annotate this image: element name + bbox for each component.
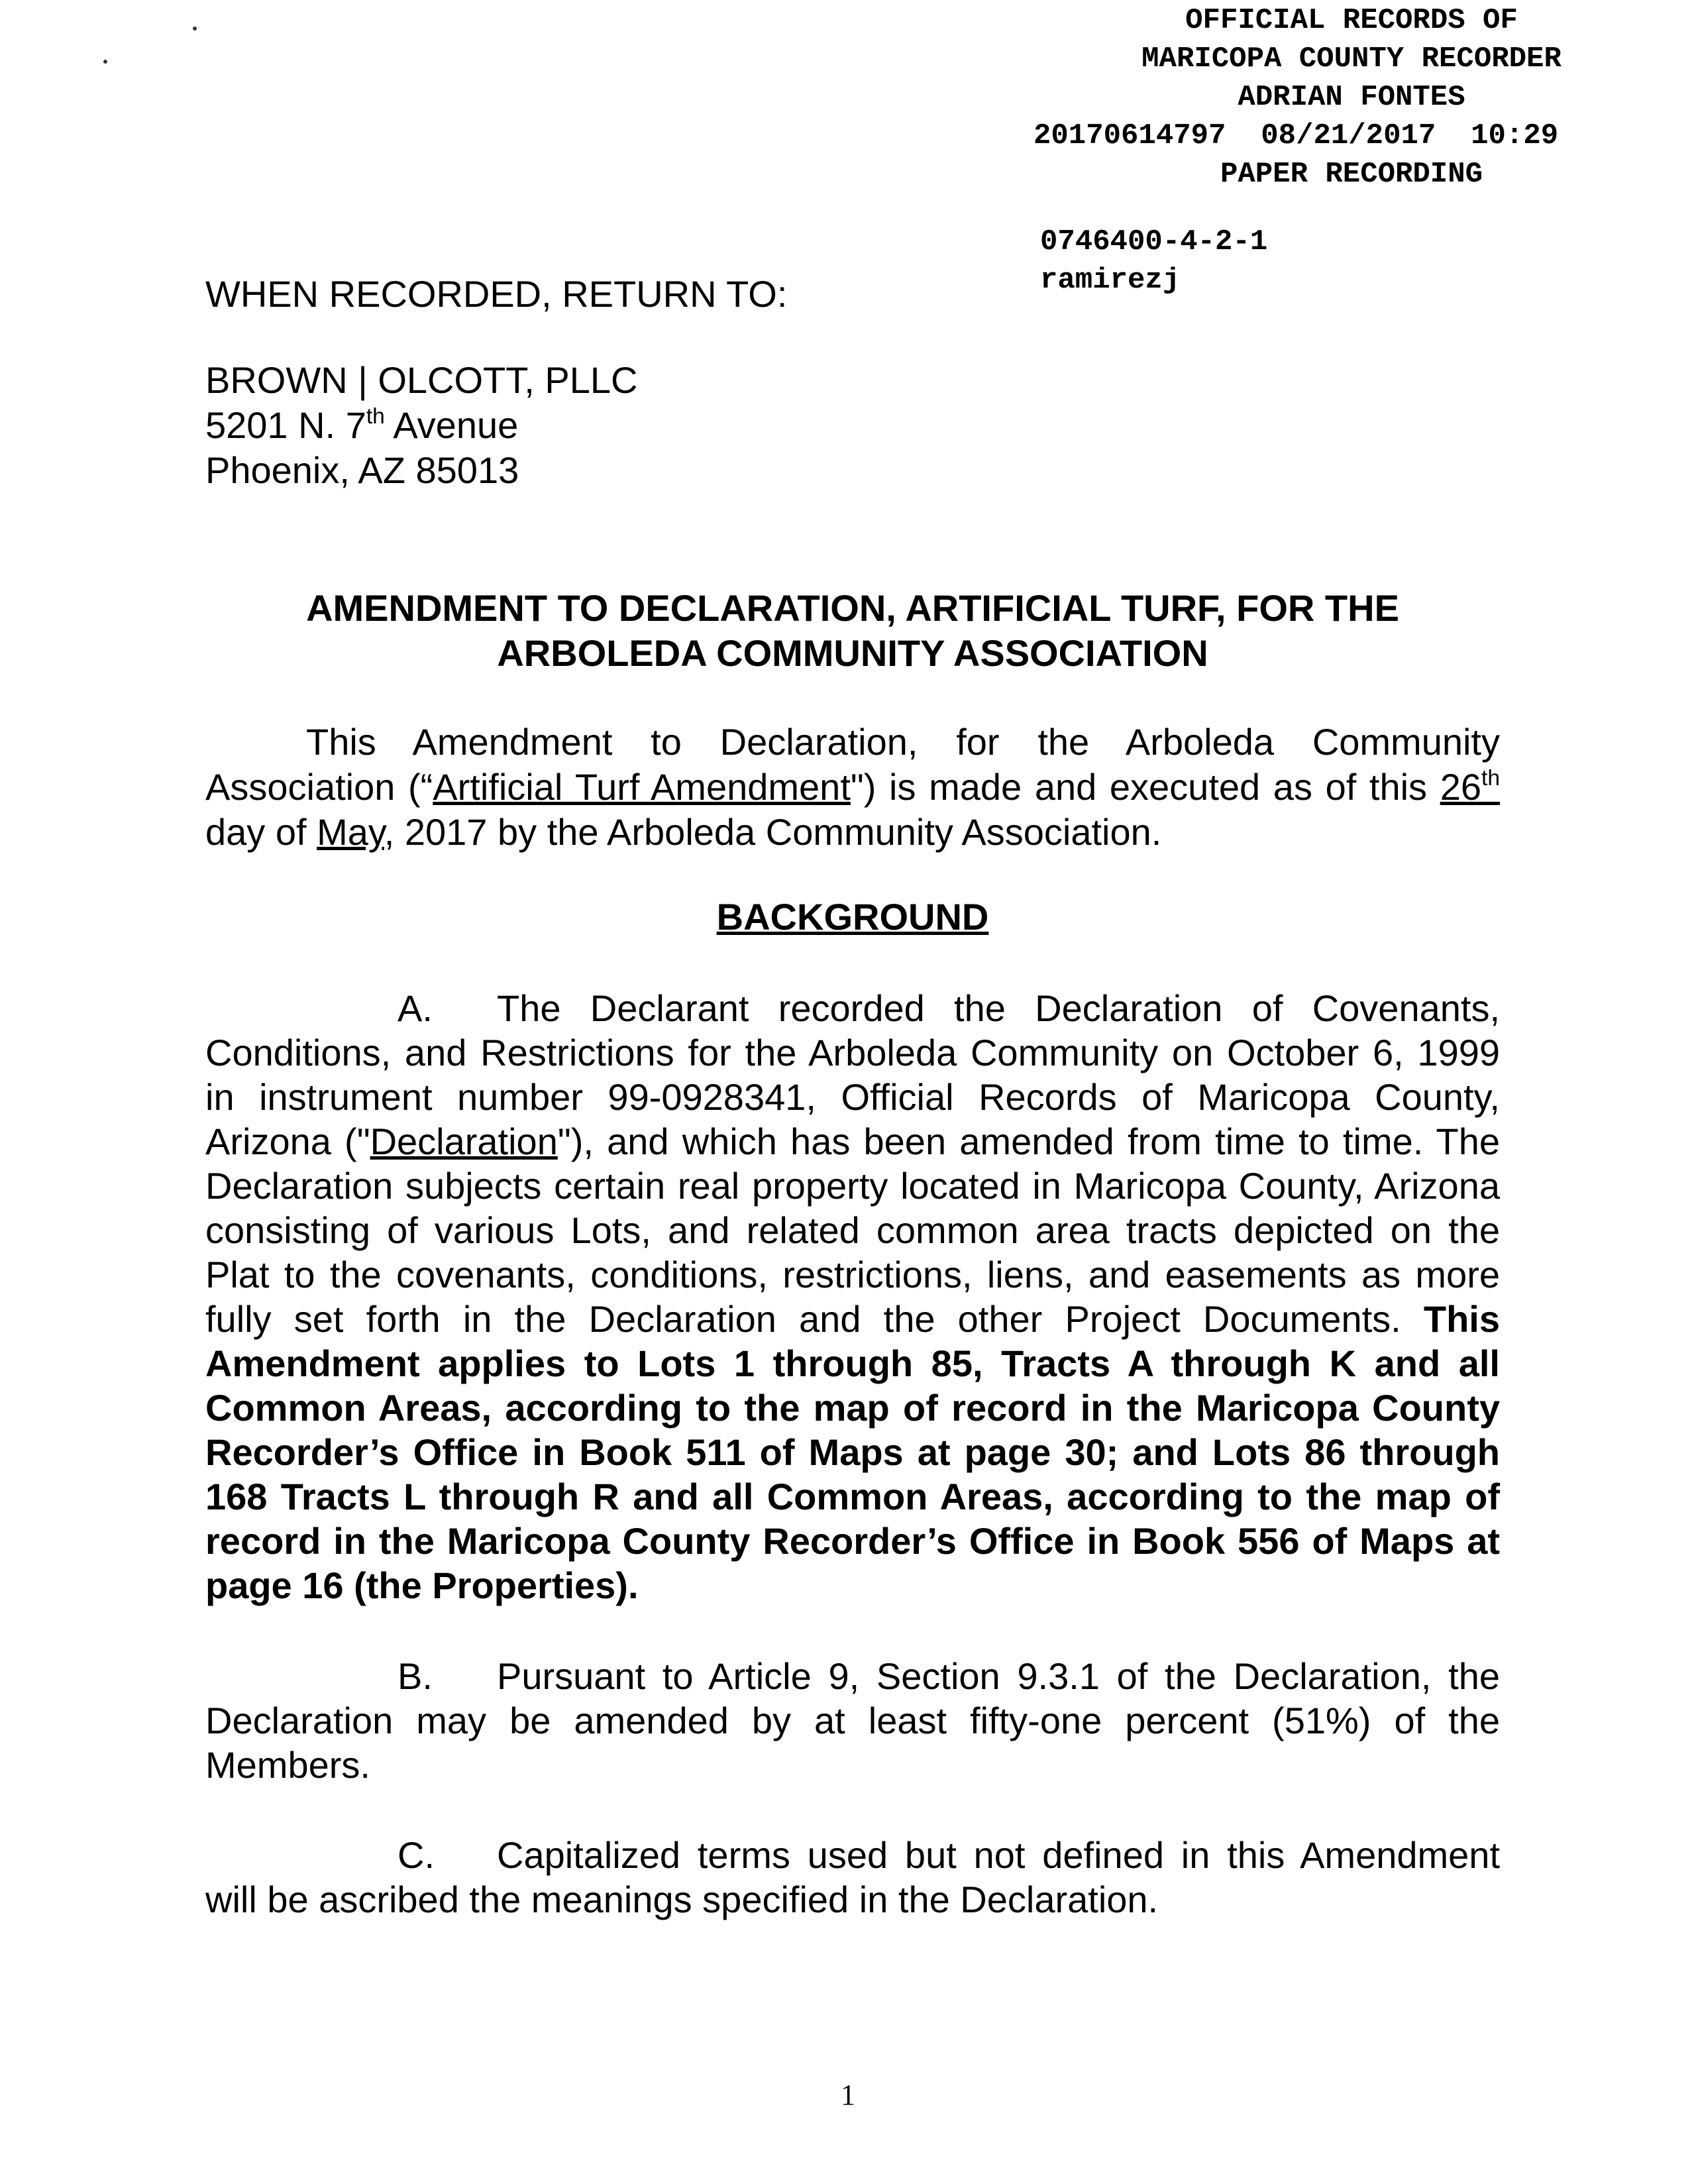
page-number: 1 bbox=[841, 2079, 855, 2111]
ordinal-suffix: th bbox=[366, 404, 385, 429]
title-line-2: ARBOLEDA COMMUNITY ASSOCIATION bbox=[497, 632, 1208, 674]
intro-text: This Amendment to Declaration, for the Arboleda Community Association (“ bbox=[205, 721, 1500, 808]
street-number: 5201 N. 7 bbox=[205, 404, 366, 446]
paragraph-letter: A. bbox=[398, 987, 433, 1029]
street-address bbox=[205, 403, 637, 448]
firm-name: BROWN | OLCOTT, PLLC bbox=[205, 359, 638, 401]
defined-term: Artificial Turf Amendment bbox=[433, 766, 851, 808]
paragraph-text: "), and which has been amended from time to time. The Declaration subjects certain real property located in Maricopa County, Arizona consisting of various Lots, and related common area tracts depicted on the Plat to the covenants, conditions, restrictions, liens, and easements as more fully set forth in the Declaration and the other Project Documents. bbox=[205, 1120, 1500, 1340]
recorder-stamp bbox=[1034, 1, 1670, 193]
paragraph-text: Capitalized terms used but not defined in this Amendment will be ascribed the meanings specified in the Declaration. bbox=[205, 1834, 1500, 1920]
reference-number: 0746400-4-2-1 bbox=[1040, 225, 1268, 258]
paragraph-letter: B. bbox=[398, 1655, 433, 1697]
city-state-zip: Phoenix, AZ 85013 bbox=[205, 449, 519, 491]
paragraph-text: The Declarant recorded the Declaration of Covenants, Conditions, and Restrictions for the Arboleda Community on October 6, 1999 in instrument number 99-0928341, Official Records of Maricopa County, Arizona (" bbox=[205, 987, 1500, 1162]
recorder-line-1: OFFICIAL RECORDS OF bbox=[1185, 4, 1518, 37]
title-line-1: AMENDMENT TO DECLARATION, ARTIFICIAL TURF, FOR THE bbox=[306, 587, 1399, 629]
return-address bbox=[205, 358, 637, 493]
intro-text: ") is made and executed as of this bbox=[850, 766, 1440, 808]
ordinal-suffix: th bbox=[1481, 766, 1500, 791]
day-number: 26 bbox=[1440, 766, 1481, 808]
paragraph-letter: C. bbox=[398, 1834, 435, 1876]
recorder-line-3: ADRIAN FONTES bbox=[1238, 81, 1465, 114]
intro-text: , 2017 by the Arboleda Community Association. bbox=[384, 811, 1162, 853]
street-name: Avenue bbox=[384, 404, 519, 446]
intro-text: day of bbox=[205, 811, 317, 853]
paragraph-c bbox=[205, 1833, 1500, 1922]
clerk-id: ramirezj bbox=[1040, 264, 1181, 297]
date-month: May bbox=[317, 811, 384, 853]
scan-speck bbox=[103, 60, 107, 64]
recording-reference bbox=[1040, 223, 1267, 300]
date-day bbox=[1440, 766, 1500, 808]
paragraph-b bbox=[205, 1654, 1500, 1787]
paragraph-text: Pursuant to Article 9, Section 9.3.1 of the Declaration, the Declaration may be amended by at least fifty-one percent (51%) of the Members. bbox=[205, 1655, 1500, 1786]
paragraph-a bbox=[205, 986, 1500, 1608]
recorder-line-5: PAPER RECORDING bbox=[1220, 158, 1483, 191]
defined-term: Declaration bbox=[370, 1120, 558, 1162]
background-heading-text: BACKGROUND bbox=[716, 896, 989, 938]
applicability-statement: This Amendment applies to Lots 1 through 85, Tracts A through K and all Common Areas, according to the map of record in the Maricopa County Recorder’s Office in Book 511 of Maps at page 30; and Lots 86 through 168 Tracts L through R and all Common Areas, according to the map of record in the Maricopa County Recorder’s Office in Book 556 of Maps at page 16 (the Properties). bbox=[205, 1298, 1500, 1606]
scan-speck bbox=[193, 27, 197, 30]
background-heading bbox=[205, 895, 1500, 940]
return-to-heading: WHEN RECORDED, RETURN TO: bbox=[205, 273, 788, 315]
recorder-instrument-line: 20170614797 08/21/2017 10:29 bbox=[1034, 119, 1559, 152]
intro-paragraph bbox=[205, 720, 1500, 855]
recorder-line-2: MARICOPA COUNTY RECORDER bbox=[1141, 42, 1562, 76]
document-title bbox=[205, 586, 1500, 676]
